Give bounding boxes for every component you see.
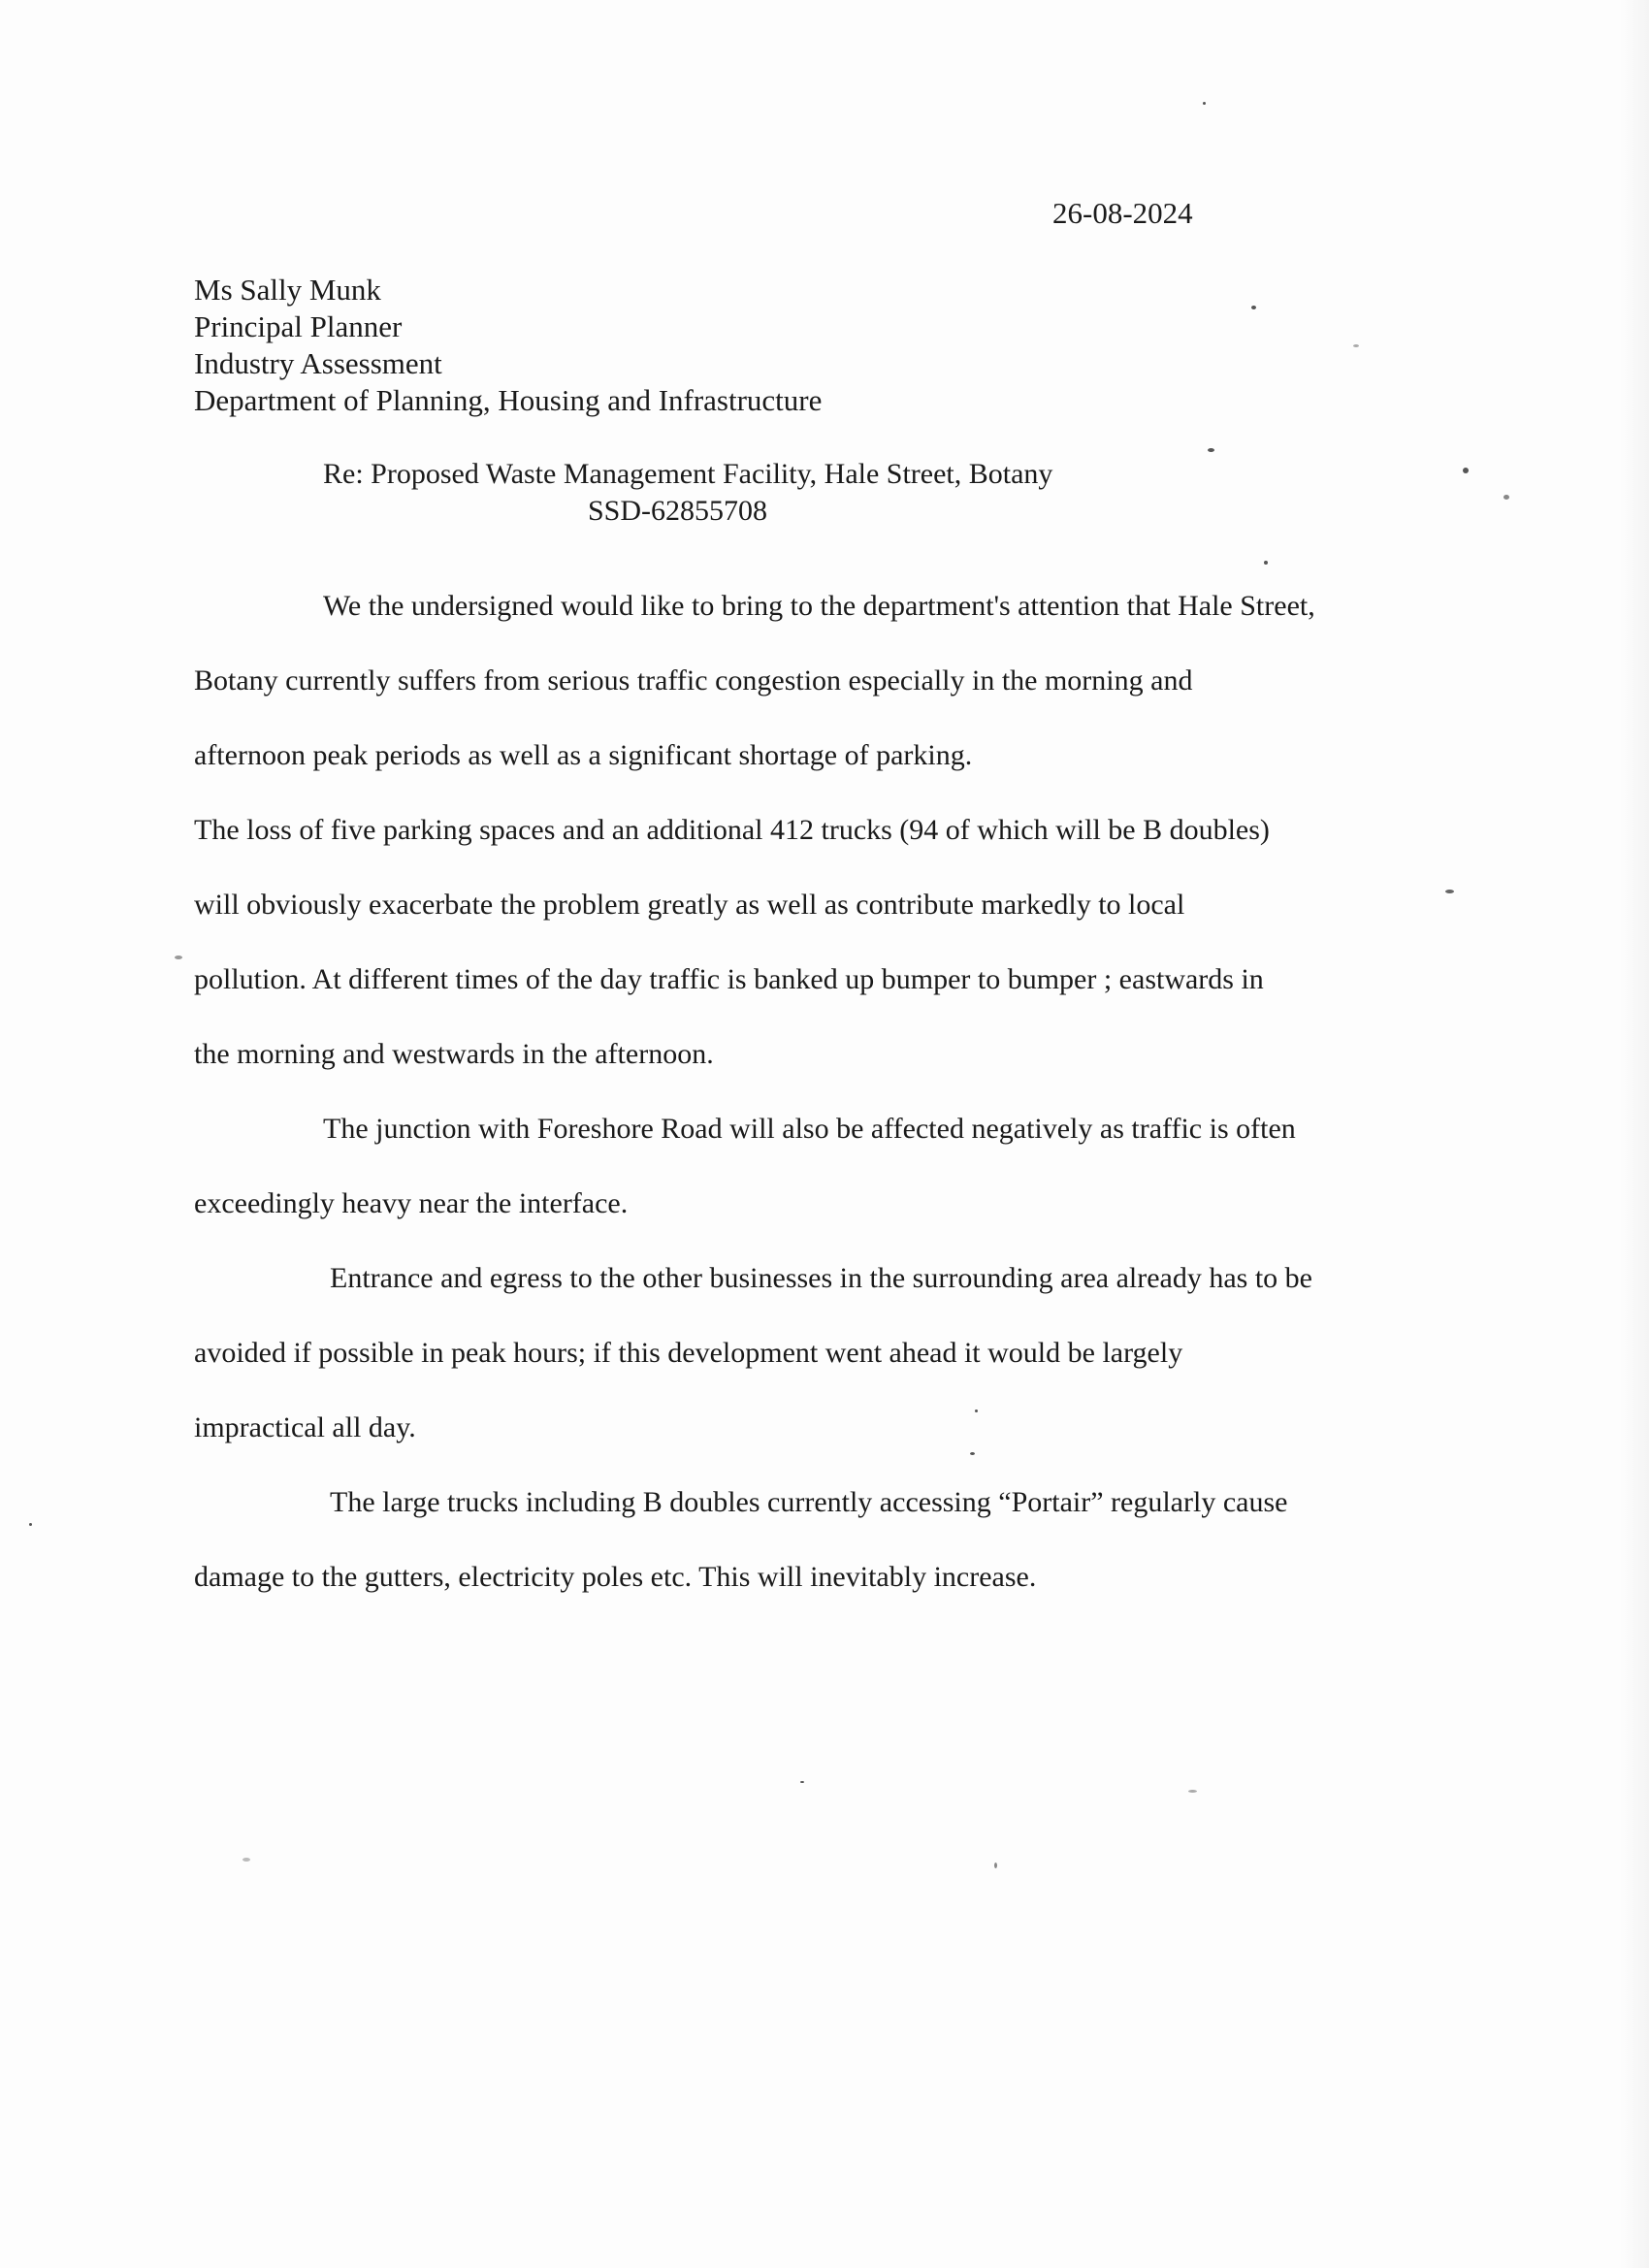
scan-speck [1203, 102, 1206, 105]
scan-speck [1188, 1790, 1197, 1793]
subject-line: Re: Proposed Waste Management Facility, Hale Street, Botany [323, 458, 1053, 490]
body-line: The large trucks including B doubles currently accessing “Portair” regularly cause [330, 1486, 1288, 1518]
body-line: the morning and westwards in the afternoon. [194, 1038, 714, 1070]
body-line: pollution. At different times of the day traffic is banked up bumper to bumper ; eastwards in [194, 963, 1264, 995]
scan-speck [29, 1523, 32, 1526]
body-line: exceedingly heavy near the interface. [194, 1187, 629, 1219]
recipient-department: Department of Planning, Housing and Infrastructure [194, 383, 823, 417]
body-line: Botany currently suffers from serious traffic congestion especially in the morning and [194, 664, 1193, 697]
letter-body [194, 568, 1455, 1614]
scan-speck [1445, 890, 1454, 893]
scan-speck [970, 1452, 975, 1455]
recipient-title: Principal Planner [194, 309, 403, 343]
recipient-address-block [194, 272, 822, 419]
body-line: Entrance and egress to the other businesses in the surrounding area already has to be [330, 1262, 1312, 1294]
body-line: The junction with Foreshore Road will also be affected negatively as traffic is often [323, 1113, 1296, 1145]
scan-speck [1463, 468, 1469, 473]
letter-date: 26-08-2024 [1052, 196, 1193, 230]
scan-speck [242, 1858, 250, 1862]
body-line: afternoon peak periods as well as a significant shortage of parking. [194, 739, 973, 771]
subject-block [323, 456, 1052, 530]
body-line: avoided if possible in peak hours; if this development went ahead it would be largely [194, 1337, 1183, 1369]
scan-speck [1251, 306, 1256, 309]
scan-speck [1353, 344, 1359, 347]
scan-speck [994, 1863, 997, 1868]
scan-speck [975, 1409, 978, 1412]
scan-speck [1504, 495, 1509, 500]
body-line: will obviously exacerbate the problem greatly as well as contribute markedly to local [194, 889, 1185, 921]
recipient-name: Ms Sally Munk [194, 273, 381, 307]
recipient-unit: Industry Assessment [194, 346, 442, 380]
body-line: The loss of five parking spaces and an additional 412 trucks (94 of which will be B doubles) [194, 814, 1270, 846]
scan-speck [1264, 561, 1268, 565]
scan-speck [175, 956, 182, 959]
subject-reference: SSD-62855708 [588, 495, 768, 527]
body-line: damage to the gutters, electricity poles etc. This will inevitably increase. [194, 1561, 1037, 1593]
scan-speck [1208, 448, 1214, 452]
body-line: We the undersigned would like to bring to the department's attention that Hale Street, [323, 590, 1315, 622]
scan-edge-shadow [1620, 0, 1649, 2268]
scan-speck [800, 1781, 804, 1783]
body-line: impractical all day. [194, 1411, 416, 1443]
